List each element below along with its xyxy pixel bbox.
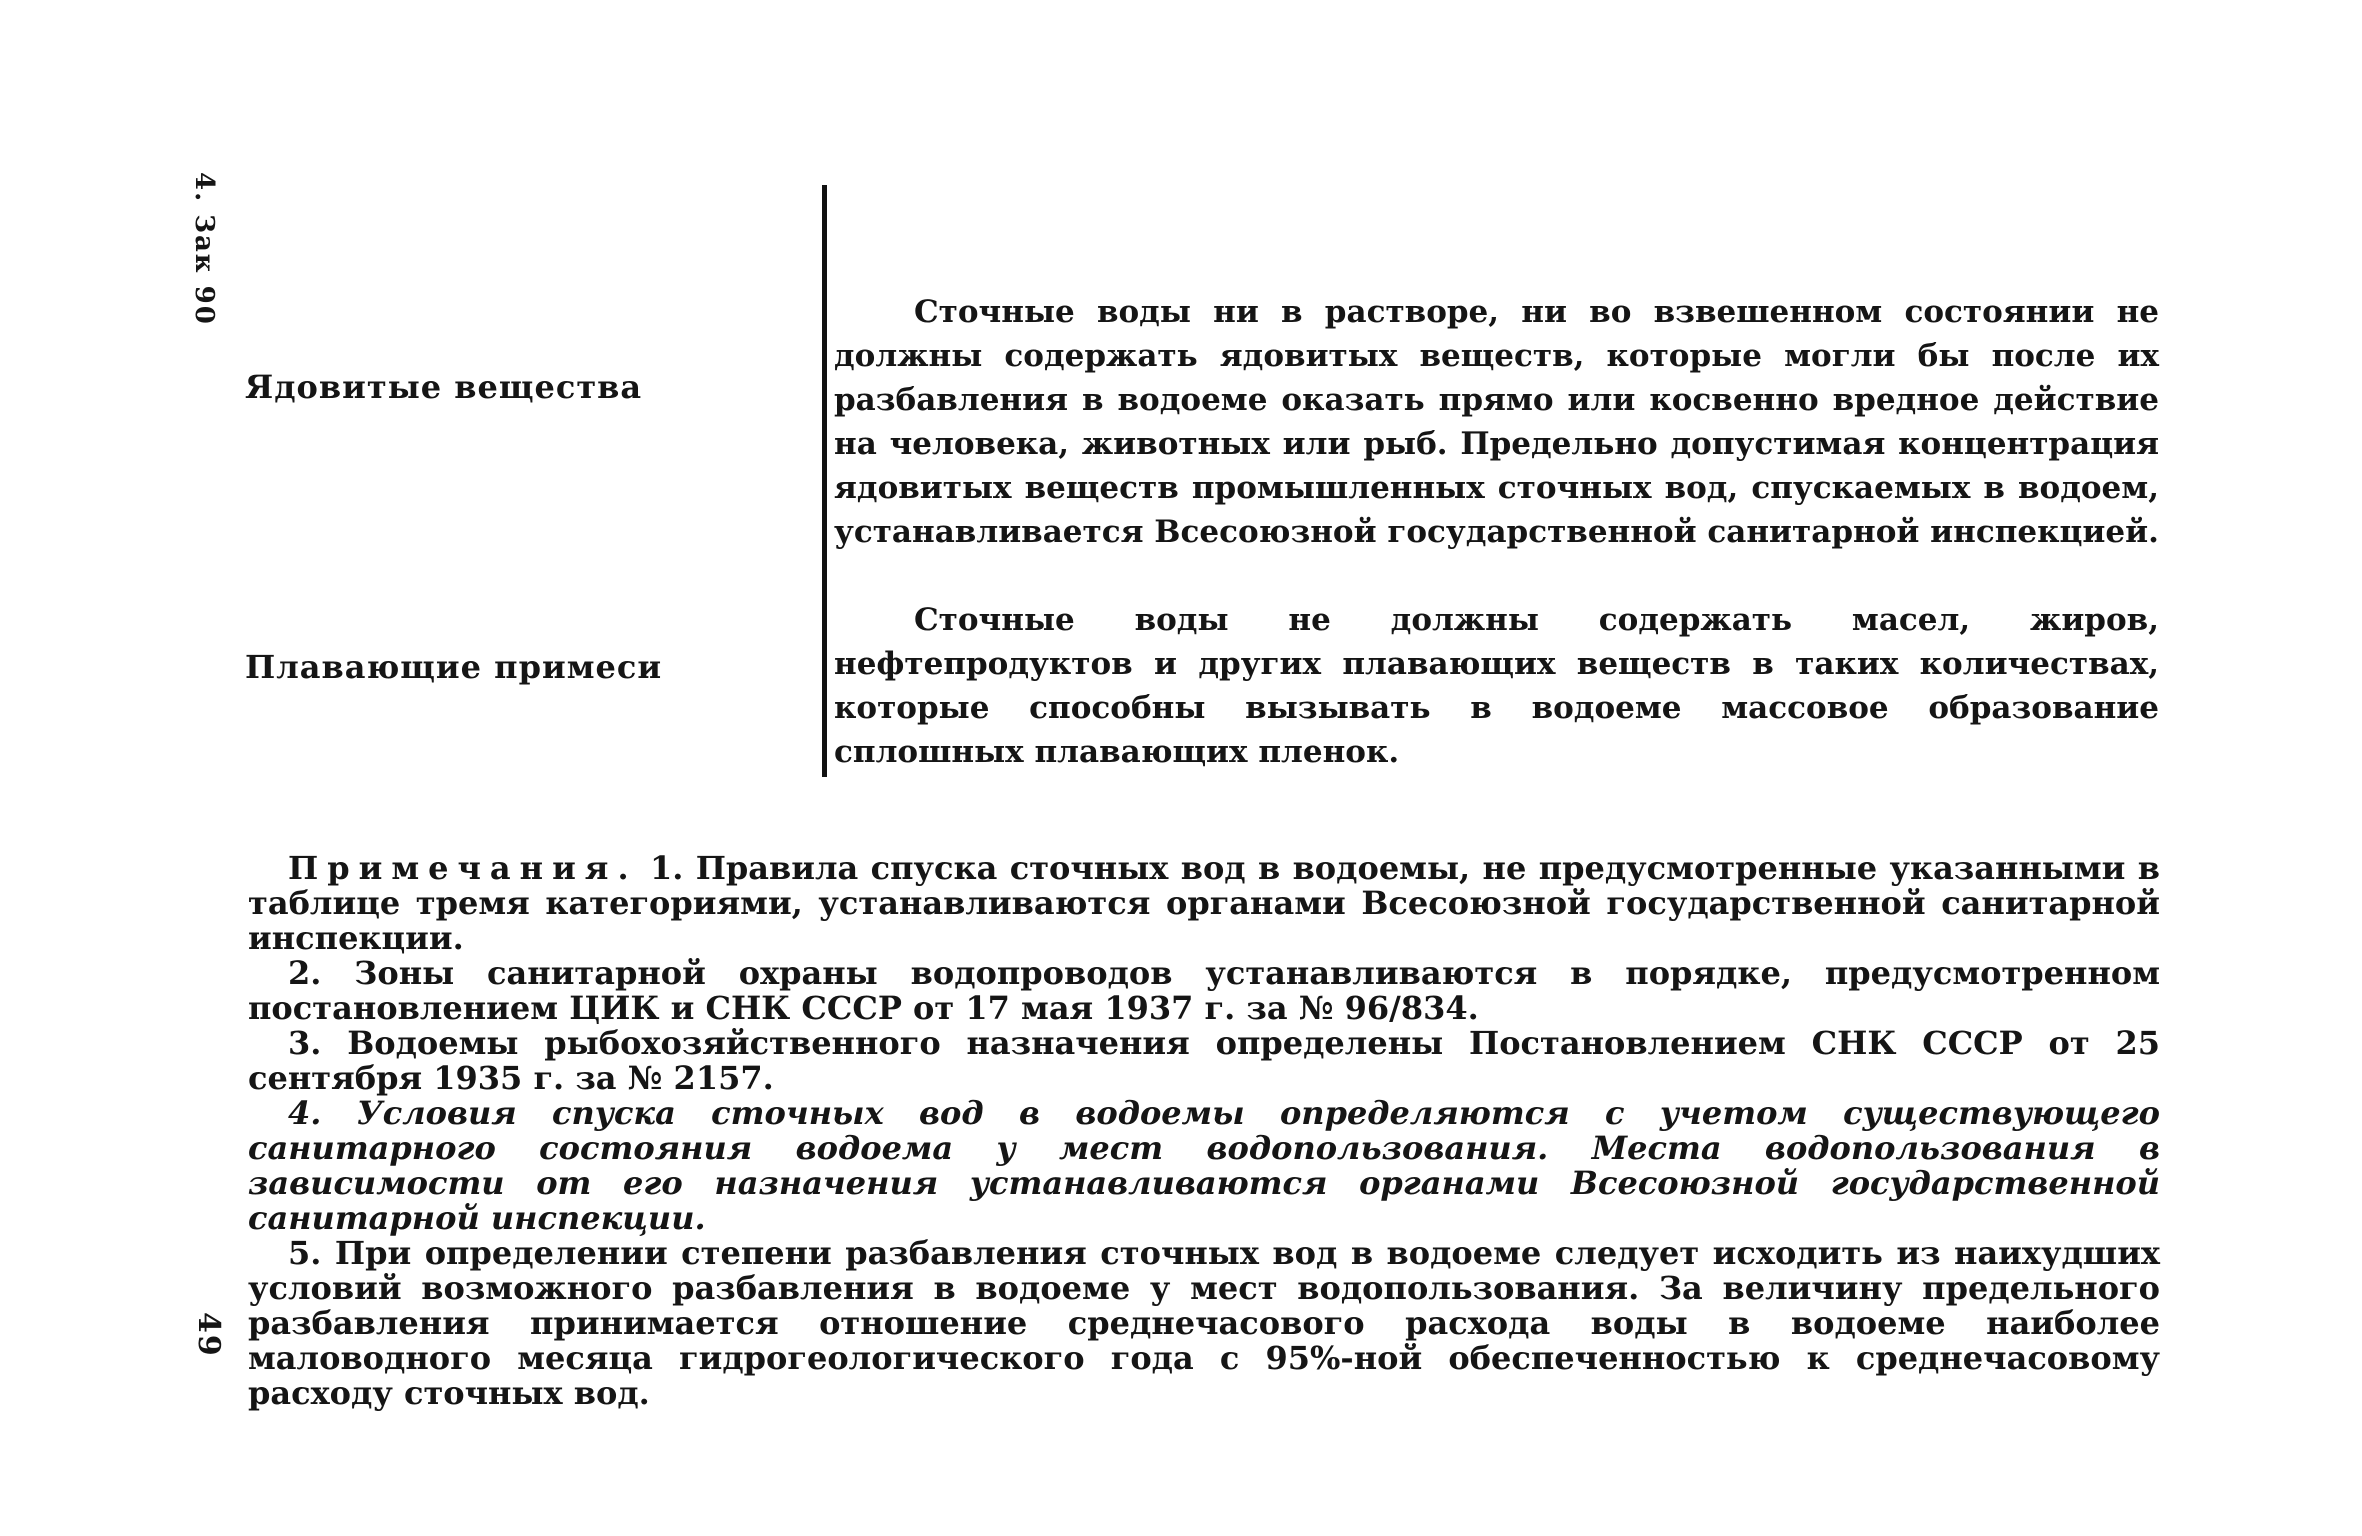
row-label-floating-impurities: Плавающие примеси	[245, 648, 663, 686]
row-text-toxic-substances: Сточные воды ни в растворе, ни во взвешенном состоянии не должны содержать ядовитых веществ, которые могли бы после их разбавления в водоеме оказать прямо или косвенно вредное действие на человека, животных или рыб. Предельно допустимая концентрация ядовитых веществ промышленных сточных вод, спускаемых в водоем, устанавливается Всесоюзной государственной санитарной инспекцией.	[834, 294, 2159, 550]
note-item-4: 4. Условия спуска сточных вод в водоемы определяются с учетом существующего санитарного состояния водоема у мест водопользования. Места водопользования в зависимости от его назначения устанавливаются органами Всесоюзной государственной санитарной инспекции.	[248, 1094, 2160, 1237]
notes-heading: Примечания.	[288, 849, 638, 887]
note-item-2: 2. Зоны санитарной охраны водопроводов устанавливаются в порядке, предусмотренном постановлением ЦИК и СНК СССР от 17 мая 1937 г. за № 96/834.	[248, 954, 2160, 1027]
note-item-1: Примечания. 1. Правила спуска сточных вод в водоемы, не предусмотренные указанными в таблице тремя категориями, устанавливаются органами Всесоюзной государственной санитарной инспекции.	[248, 849, 2161, 957]
row-text-floating-impurities: Сточные воды не должны содержать масел, жиров, нефтепродуктов и других плавающих веществ в таких количествах, которые способны вызывать в водоеме массовое образование сплошных плавающих пленок.	[834, 602, 2159, 770]
order-mark: 4. Зак 90	[189, 172, 219, 326]
column-divider	[822, 185, 827, 777]
note-item-5: 5. При определении степени разбавления сточных вод в водоеме следует исходить из наихудших условий возможного разбавления в водоеме у мест водопользования. За величину предельного разбавления принимается отношение среднечасового расхода воды в водоеме наиболее маловодного месяца гидрогеологического года с 95%-ной обеспеченностью к среднечасовому расходу сточных вод.	[248, 1234, 2160, 1412]
note-item-3: 3. Водоемы рыбохозяйственного назначения определены Постановлением СНК СССР от 25 сентября 1935 г. за № 2157.	[248, 1024, 2160, 1097]
row-label-toxic-substances: Ядовитые вещества	[245, 368, 643, 406]
notes-section	[248, 851, 2160, 1411]
page-number: 49	[191, 1312, 226, 1358]
